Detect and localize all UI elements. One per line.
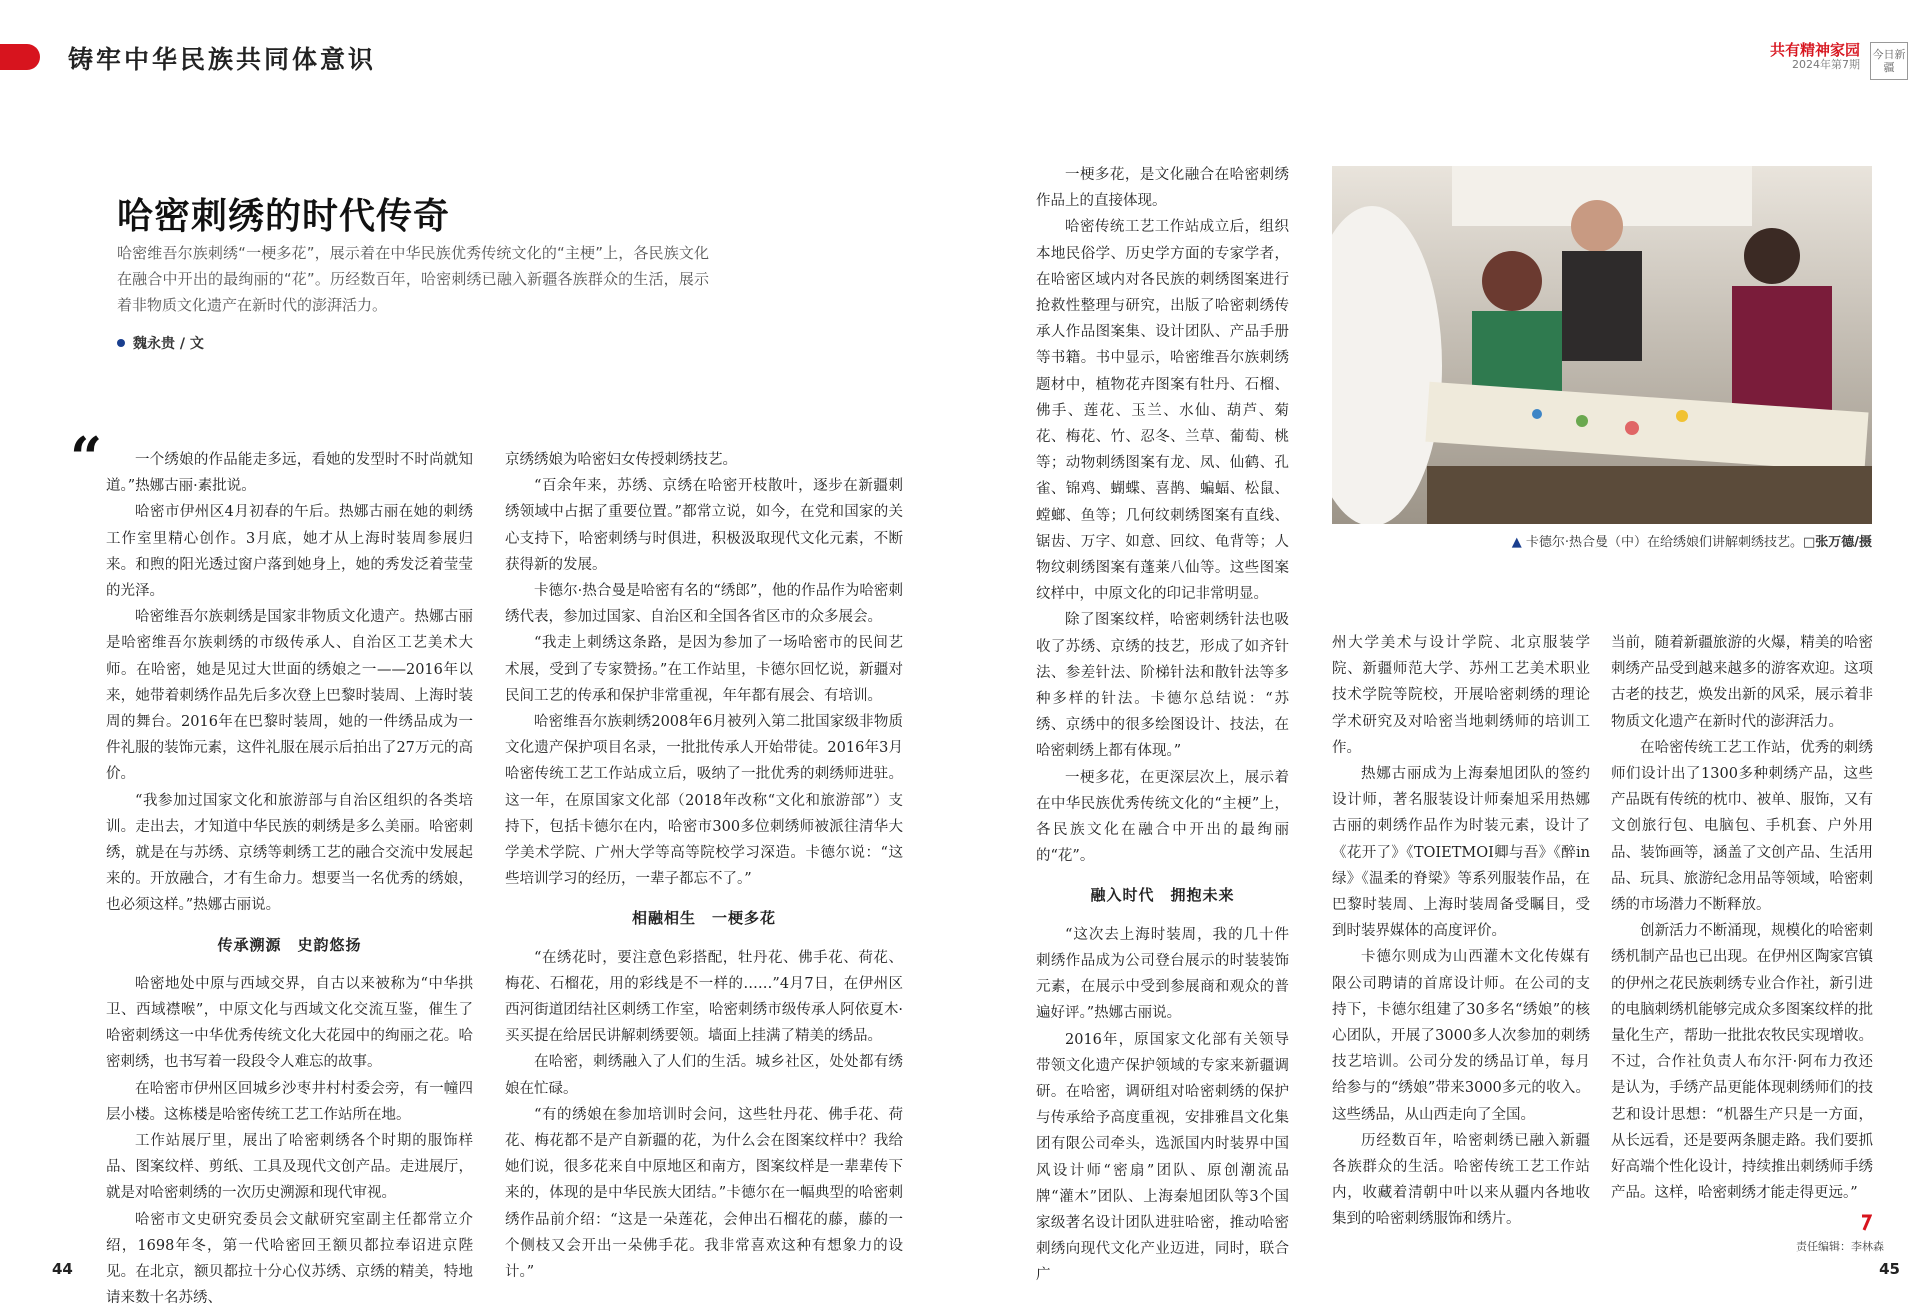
section-marker xyxy=(0,44,40,70)
paragraph: “有的绣娘在参加培训时会问，这些牡丹花、佛手花、荷花、梅花都不是产自新疆的花，为什么会在图案纹样中？我给她们说，很多花来自中原地区和南方，图案纹样是一辈辈传下来的，体现的是中华民族大团结。”卡德尔在一幅典型的哈密刺绣作品前介绍：“这是一朵莲花，会伸出石榴花的藤，藤的一个侧枝又会开出一朵佛手花。我非常喜欢这种有想象力的设计。” xyxy=(505,1106,903,1281)
column-3-paragraphs xyxy=(1036,162,1289,869)
page-number-left: 44 xyxy=(52,1260,73,1278)
photo-caption xyxy=(1332,531,1872,550)
paragraph: 2016年，原国家文化部有关领导带领文化遗产保护领域的专家来新疆调研。在哈密，调研组对哈密刺绣的保护与传承给予高度重视，安排雅昌文化集团有限公司牵头，选派国内时装界中国风设计师“密扇”团队、原创潮流品牌“灌木”团队、上海秦旭团队等3个国家级著名设计团队进驻哈密，推动哈密刺绣向现代文化产业迈进，同时，联合广 xyxy=(1036,1031,1289,1284)
paragraph: “在绣花时，要注意色彩搭配，牡丹花、佛手花、荷花、梅花、石榴花，用的彩线是不一样的……”4月7日，在伊州区西河街道团结社区刺绣工作室，哈密刺绣市级传承人阿依夏木·买买提在给居民讲解刺绣要领。墙面上挂满了精美的绣品。 xyxy=(505,949,903,1045)
end-mark-icon xyxy=(1860,1214,1872,1232)
article-title: 哈密刺绣的时代传奇 xyxy=(117,195,451,237)
paragraph: 一梗多花，在更深层次上，展示着在中华民族优秀传统文化的“主梗”上，各民族文化在融合中开出的最绚丽的“花”。 xyxy=(1036,769,1289,865)
column-1b-paragraphs xyxy=(106,971,473,1312)
paragraph: 卡德尔·热合曼是哈密有名的“绣郎”，他的作品作为哈密刺绣代表，参加过国家、自治区和全国各省区市的众多展会。 xyxy=(505,583,903,626)
paragraph: 哈密传统工艺工作站成立后，组织本地民俗学、历史学方面的专家学者，在哈密区域内对各民族的刺绣图案进行抢救性整理与研究，出版了哈密刺绣传承人作品图案集、设计团队、产品手册等书籍。书中显示，哈密维吾尔族刺绣题材中，植物花卉图案有牡丹、石榴、佛手、莲花、玉兰、水仙、葫芦、菊花、梅花、竹、忍冬、兰草、葡萄、桃等；动物刺绣图案有龙、凤、仙鹤、孔雀、锦鸡、蝴蝶、喜鹊、蝙蝠、松鼠、螳螂、鱼等；几何纹刺绣图案有直线、锯齿、万字、如意、回纹、龟背等；人物纹刺绣图案有蓬莱八仙等。这些图案纹样中，中原文化的印记非常明显。 xyxy=(1036,219,1289,603)
article-photo xyxy=(1332,166,1872,524)
article-lead: 哈密维吾尔族刺绣“一梗多花”，展示着在中华民族优秀传统文化的“主梗”上，各民族文化在融合中开出的最绚丽的“花”。历经数百年，哈密刺绣已融入新疆各族群众的生活，展示着非物质文化遗产在新时代的澎湃活力。 xyxy=(117,244,709,314)
subheading-fusion: 相融相生 一梗多花 xyxy=(631,909,776,928)
quote-mark-icon: “ xyxy=(70,425,103,491)
subheading-heritage: 传承溯源 史韵悠扬 xyxy=(217,935,362,954)
paragraph: 哈密市伊州区4月初春的午后。热娜古丽在她的刺绣工作室里精心创作。3月底，她才从上海时装周参展归来。和煦的阳光透过窗户落到她身上，她的秀发泛着莹莹的光泽。 xyxy=(106,504,473,600)
paragraph: 创新活力不断涌现，规模化的哈密刺绣机制产品也已出现。在伊州区陶家宫镇的伊州之花民族刺绣专业合作社，新引进的电脑刺绣机能够完成众多图案纹样的批量化生产，帮助一批批农牧民实现增收。不过，合作社负责人布尔汗·阿布力孜还是认为，手绣产品更能体现刺绣师们的技艺和设计思想：“机器生产只是一方面，从长远看，还是要两条腿走路。我们要抓好高端个性化设计，持续推出刺绣师手绣产品。这样，哈密刺绣才能走得更远。” xyxy=(1611,923,1873,1202)
paragraph: 在哈密传统工艺工作站，优秀的刺绣师们设计出了1300多种刺绣产品，这些产品既有传统的枕巾、被单、服饰，又有文创旅行包、电脑包、手机套、户外用品、装饰画等，涵盖了文创产品、生活用品、玩具、旅游纪念用品等领域，哈密刺绣的市场潜力不断释放。 xyxy=(1611,739,1873,914)
column-2-paragraphs xyxy=(505,447,903,892)
paragraph: 一个绣娘的作品能走多远，看她的发型时不时尚就知道。”热娜古丽·素批说。 xyxy=(106,452,473,495)
text-column-4 xyxy=(1332,630,1590,1233)
column-1-paragraphs xyxy=(106,447,473,919)
text-column-2 xyxy=(505,447,903,1285)
paragraph: 哈密维吾尔族刺绣是国家非物质文化遗产。热娜古丽是哈密维吾尔族刺绣的市级传承人、自治区工艺美术大师。在哈密，她是见过大世面的绣娘之一——2016年以来，她带着刺绣作品先后多次登上巴黎时装周、上海时装周的舞台。2016年在巴黎时装周，她的一件绣品成为一件礼服的装饰元素，这件礼服在展示后拍出了27万元的高价。 xyxy=(106,609,473,783)
column-2b-paragraphs xyxy=(505,945,903,1286)
paragraph: 卡德尔则成为山西灌木文化传媒有限公司聘请的首席设计师。在公司的支持下，卡德尔组建了30多名“绣娘”的核心团队，开展了3000多人次参加的刺绣技艺培训。公司分发的绣品订单，每月给参与的“绣娘”带来3000多元的收入。这些绣品，从山西走向了全国。 xyxy=(1332,949,1590,1123)
paragraph: 工作站展厅里，展出了哈密刺绣各个时期的服饰样品、图案纹样、剪纸、工具及现代文创产品。走进展厅，就是对哈密刺绣的一次历史溯源和现代审视。 xyxy=(106,1133,473,1202)
magazine-badge: 今日新疆 xyxy=(1870,42,1908,80)
text-column-5 xyxy=(1611,630,1873,1206)
photo-embroidery-class xyxy=(1332,166,1872,524)
photo-credit: □张万德/摄 xyxy=(1802,535,1872,550)
text-column-3 xyxy=(1036,162,1289,1289)
column-4-paragraphs xyxy=(1332,630,1590,1233)
caption-triangle-icon: ▲ xyxy=(1511,535,1526,550)
byline-dot-icon xyxy=(117,339,125,347)
paragraph: 在哈密，刺绣融入了人们的生活。城乡社区，处处都有绣娘在忙碌。 xyxy=(505,1054,903,1097)
paragraph: 历经数百年，哈密刺绣已融入新疆各族群众的生活。哈密传统工艺工作站内，收藏着清朝中叶以来从疆内各地收集到的哈密刺绣服饰和绣片。 xyxy=(1332,1132,1590,1228)
paragraph: 哈密市文史研究委员会文献研究室副主任都常立介绍，1698年冬，第一代哈密回王额贝都拉奉诏进京陛见。在北京，额贝都拉十分心仪苏绣、京绣的精美，特地请来数十名苏绣、 xyxy=(106,1211,473,1307)
paragraph: 一梗多花，是文化融合在哈密刺绣作品上的直接体现。 xyxy=(1036,167,1289,210)
paragraph: “百余年来，苏绣、京绣在哈密开枝散叶，逐步在新疆刺绣领域中占据了重要位置。”都常立说，如今，在党和国家的关心支持下，哈密刺绣与时俱进，积极汲取现代文化元素，不断获得新的发展。 xyxy=(505,478,903,573)
column-3b-paragraphs xyxy=(1036,922,1289,1289)
paragraph: 京绣绣娘为哈密妇女传授刺绣技艺。 xyxy=(505,452,737,468)
paragraph: 当前，随着新疆旅游的火爆，精美的哈密刺绣产品受到越来越多的游客欢迎。这项古老的技艺，焕发出新的风采，展示着非物质文化遗产在新时代的澎湃活力。 xyxy=(1611,635,1873,730)
byline xyxy=(117,333,204,353)
magazine-name: 共有精神家园 xyxy=(1769,41,1860,59)
paragraph: 在哈密市伊州区回城乡沙枣井村村委会旁，有一幢四层小楼。这栋楼是哈密传统工艺工作站所在地。 xyxy=(106,1080,473,1123)
paragraph: “我参加过国家文化和旅游部与自治区组织的各类培训。走出去，才知道中华民族的刺绣是多么美丽。哈密刺绣，就是在与苏绣、京绣等刺绣工艺的融合交流中发展起来的。开放融合，才有生命力。想要当一名优秀的绣娘，也必须这样。”热娜古丽说。 xyxy=(106,792,473,914)
text-column-1 xyxy=(106,447,473,1312)
paragraph: “我走上刺绣这条路，是因为参加了一场哈密市的民间艺术展，受到了专家赞扬。”在工作站里，卡德尔回忆说，新疆对民间工艺的传承和保护非常重视，年年都有展会、有培训。 xyxy=(505,635,903,704)
caption-text: 卡德尔·热合曼（中）在给绣娘们讲解刺绣技艺。 xyxy=(1525,535,1803,550)
magazine-masthead xyxy=(1770,42,1860,72)
paragraph: 州大学美术与设计学院、北京服装学院、新疆师范大学、苏州工艺美术职业技术学院等院校，开展哈密刺绣的理论学术研究及对哈密当地刺绣师的培训工作。 xyxy=(1332,635,1590,756)
column-5-paragraphs xyxy=(1611,630,1873,1206)
paragraph: 热娜古丽成为上海秦旭团队的签约设计师，著名服装设计师秦旭采用热娜古丽的刺绣作品作为时装元素，设计了《花开了》《TOIETMOI卿与吾》《醉in绿》《温柔的脊梁》等系列服装作品，在巴黎时装周、上海时装周备受瞩目，受到时装界媒体的高度评价。 xyxy=(1332,766,1590,940)
paragraph: 除了图案纹样，哈密刺绣针法也吸收了苏绣、京绣的技艺，形成了如齐针法、参差针法、阶梯针法和散针法等多种多样的针法。卡德尔总结说：“苏绣、京绣中的很多绘图设计、技法，在哈密刺绣上都有体现。” xyxy=(1036,612,1289,760)
paragraph: 哈密地处中原与西域交界，自古以来被称为“中华拱卫、西域襟喉”，中原文化与西域文化交流互鉴，催生了哈密刺绣这一中华优秀传统文化大花园中的绚丽之花。哈密刺绣，也书写着一段段令人难忘的故事。 xyxy=(106,975,473,1071)
issue-number: 2024年第7期 xyxy=(1792,58,1860,72)
byline-text: 魏永贵 / 文 xyxy=(133,336,204,352)
subheading-future: 融入时代 拥抱未来 xyxy=(1090,886,1235,905)
paragraph: 哈密维吾尔族刺绣2008年6月被列入第二批国家级非物质文化遗产保护项目名录，一批批传承人开始带徒。2016年3月哈密传统工艺工作站成立后，吸纳了一批优秀的刺绣师进驻。这一年，在原国家文化部（2018年改称“文化和旅游部”）支持下，包括卡德尔在内，哈密市300多位刺绣师被派往清华大学美术学院、广州大学等高等院校学习深造。卡德尔说：“这些培训学习的经历，一辈子都忘不了。” xyxy=(505,714,903,888)
page-number-right: 45 xyxy=(1879,1260,1900,1278)
paragraph: “这次去上海时装周，我的几十件刺绣作品成为公司登台展示的时装装饰元素，在展示中受到参展商和观众的普遍好评。”热娜古丽说。 xyxy=(1036,926,1289,1022)
editor-credit: 责任编辑：李林森 xyxy=(1796,1240,1884,1253)
section-title: 铸牢中华民族共同体意识 xyxy=(68,45,377,74)
